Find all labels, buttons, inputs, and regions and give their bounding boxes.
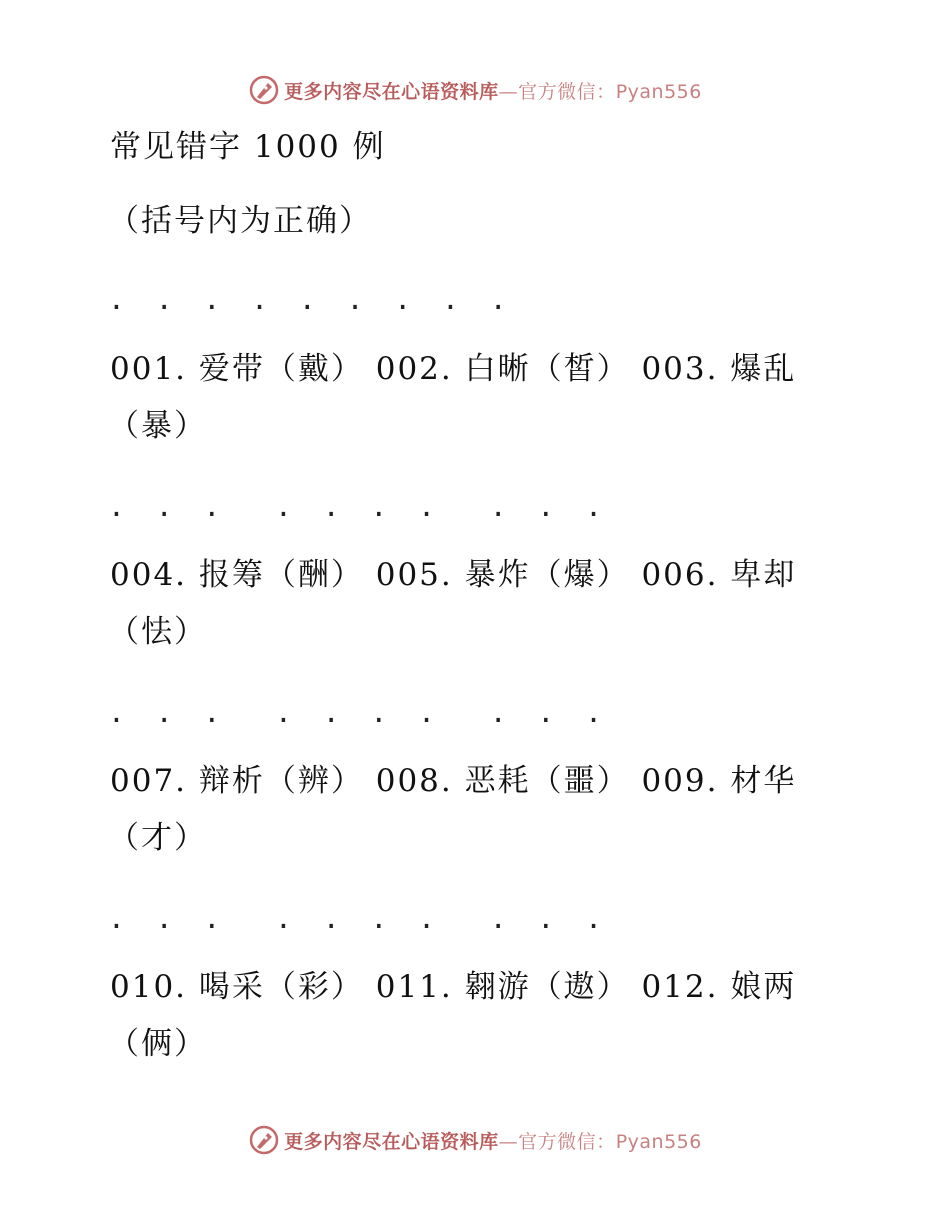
banner-prefix: 更多内容尽在心语资料库 bbox=[284, 80, 499, 103]
banner-dash: — bbox=[498, 80, 519, 103]
list-item-continuation: （才） bbox=[108, 820, 207, 856]
banner-dash: — bbox=[498, 1130, 519, 1153]
emphasis-dots: . . . . . . . . . bbox=[108, 283, 514, 316]
banner-wechat-id: Pyan556 bbox=[615, 80, 702, 103]
list-item: 010. 喝采（彩） 011. 翱游（遨） 012. 娘两 bbox=[110, 969, 797, 1005]
banner-official: 官方微信： bbox=[518, 1130, 616, 1153]
emphasis-dots: . . . . . . . . . . bbox=[108, 490, 610, 523]
pen-nib-circle-icon bbox=[248, 74, 280, 106]
banner-prefix: 更多内容尽在心语资料库 bbox=[284, 1130, 499, 1153]
banner-official: 官方微信： bbox=[518, 80, 616, 103]
banner-text bbox=[284, 1127, 702, 1154]
page-subtitle: （括号内为正确） bbox=[108, 203, 372, 239]
banner-wechat-id: Pyan556 bbox=[615, 1130, 702, 1153]
list-item: 007. 辩析（辨） 008. 恶耗（噩） 009. 材华 bbox=[110, 763, 797, 799]
footer-banner bbox=[0, 1120, 950, 1160]
emphasis-dots: . . . . . . . . . . bbox=[108, 696, 610, 729]
list-item-continuation: （怯） bbox=[108, 614, 207, 650]
emphasis-dots: . . . . . . . . . . bbox=[108, 902, 610, 935]
pen-nib-circle-icon bbox=[248, 1124, 280, 1156]
list-item-continuation: （暴） bbox=[108, 408, 207, 444]
list-item: 004. 报筹（酬） 005. 暴炸（爆） 006. 卑却 bbox=[110, 557, 797, 593]
list-item: 001. 爱带（戴） 002. 白晰（皙） 003. 爆乱 bbox=[110, 351, 797, 387]
page-title: 常见错字 1000 例 bbox=[110, 129, 386, 165]
list-item-continuation: （俩） bbox=[108, 1026, 207, 1062]
header-banner bbox=[0, 70, 950, 110]
banner-text bbox=[284, 77, 702, 104]
